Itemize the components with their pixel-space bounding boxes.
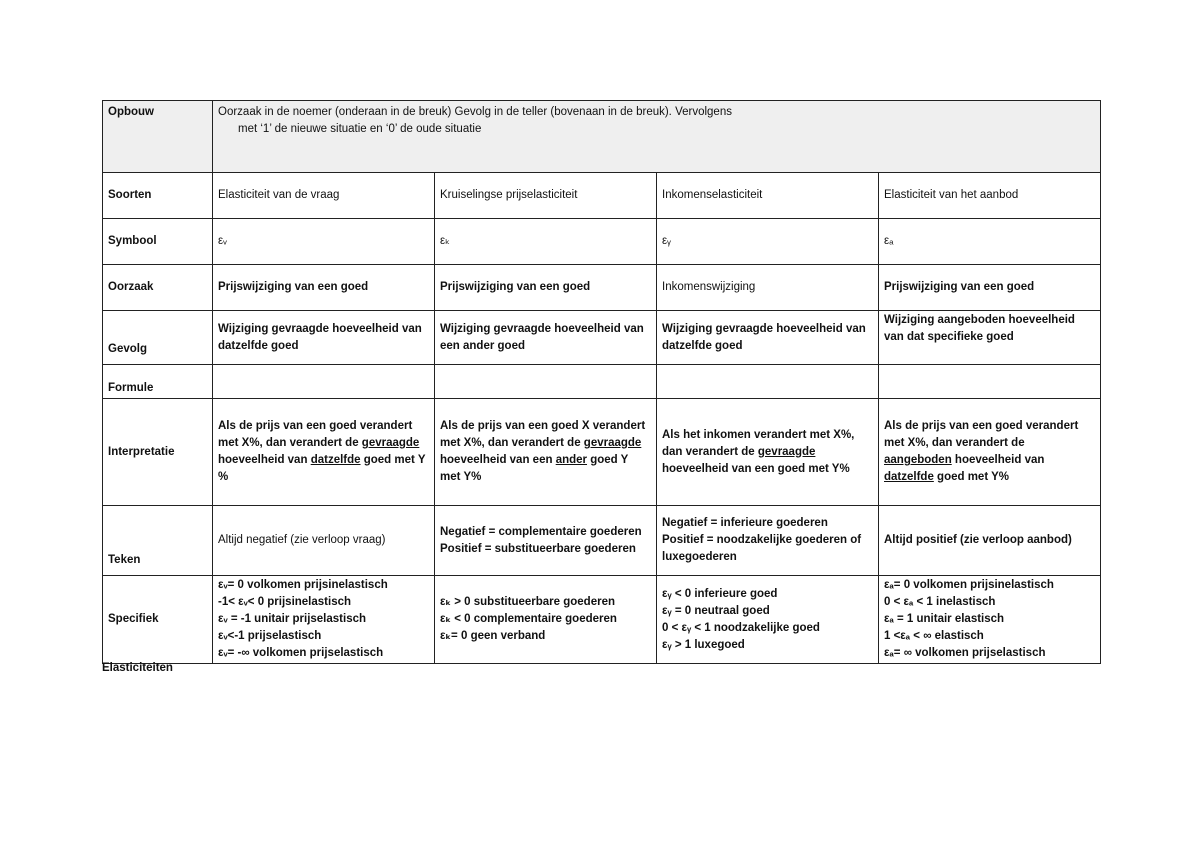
- gevolg-label: Gevolg: [103, 311, 213, 365]
- opbouw-line-1: Oorzaak in de noemer (onderaan in de breuk) Gevolg in de teller (bovenaan in de breuk). Vervolgens: [218, 106, 732, 118]
- interp-vraag-b: hoeveelheid van: [218, 454, 311, 466]
- interp-aanbod-b: hoeveelheid van: [951, 454, 1045, 466]
- interpretatie-label: Interpretatie: [103, 399, 213, 506]
- interp-vraag-u2: datzelfde: [310, 454, 361, 466]
- spec-aanbod-4: εₐ= ∞ volkomen prijselastisch: [884, 647, 1046, 659]
- oorzaak-kruis: Prijswijziging van een goed: [435, 265, 657, 311]
- formule-aanbod: [879, 365, 1101, 399]
- interp-vraag-u1: gevraagde: [361, 437, 420, 449]
- spec-kruis-0: εₖ > 0 substitueerbare goederen: [440, 596, 615, 608]
- opbouw-label: Opbouw: [103, 101, 213, 173]
- spec-kruis-1: εₖ < 0 complementaire goederen: [440, 613, 617, 625]
- symbool-aanbod: εₐ: [879, 219, 1101, 265]
- symbool-vraag: εᵥ: [213, 219, 435, 265]
- symbool-kruis: εₖ: [435, 219, 657, 265]
- spec-aanbod-2: εₐ = 1 unitair elastisch: [884, 613, 1005, 625]
- formule-inkomen: [657, 365, 879, 399]
- spec-inkomen-3: εᵧ > 1 luxegoed: [662, 638, 745, 651]
- row-soorten: [103, 173, 1101, 219]
- soorten-vraag: Elasticiteit van de vraag: [213, 173, 435, 219]
- table-caption: Elasticiteiten: [102, 662, 173, 674]
- oorzaak-vraag: Prijswijziging van een goed: [213, 265, 435, 311]
- formule-kruis: [435, 365, 657, 399]
- spec-inkomen-2: 0 < εᵧ < 1 noodzakelijke goed: [662, 621, 820, 634]
- interp-inkomen-u1: gevraagde: [757, 445, 816, 458]
- soorten-aanbod: Elasticiteit van het aanbod: [879, 173, 1101, 219]
- interp-aanbod-u2: datzelfde: [884, 471, 934, 483]
- opbouw-text: [213, 101, 1101, 173]
- spec-vraag-2: εᵥ = -1 unitair prijselastisch: [218, 613, 367, 625]
- teken-inkomen-line-1: Negatief = inferieure goederen: [662, 517, 828, 529]
- spec-aanbod-1: 0 < εₐ < 1 inelastisch: [884, 596, 996, 608]
- spec-vraag-0: εᵥ= 0 volkomen prijsinelastisch: [218, 579, 388, 591]
- interp-aanbod-a: Als de prijs van een goed verandert met X%, dan verandert de: [884, 420, 1079, 449]
- teken-vraag: Altijd negatief (zie verloop vraag): [213, 506, 435, 576]
- gevolg-aanbod: Wijziging aangeboden hoeveelheid van dat specifieke goed: [879, 311, 1101, 365]
- spec-vraag-3: εᵥ<-1 prijselastisch: [218, 630, 322, 642]
- gevolg-inkomen: Wijziging gevraagde hoeveelheid van datzelfde goed: [657, 311, 879, 365]
- interpretatie-aanbod: [879, 399, 1101, 506]
- formule-vraag: [213, 365, 435, 399]
- interp-kruis-u1: gevraagde: [583, 437, 642, 449]
- specifiek-kruis: [435, 576, 657, 664]
- oorzaak-label: Oorzaak: [103, 265, 213, 311]
- row-oorzaak: [103, 265, 1101, 311]
- soorten-label: Soorten: [103, 173, 213, 219]
- teken-label: Teken: [103, 506, 213, 576]
- row-symbool: [103, 219, 1101, 265]
- row-interpretatie: [103, 399, 1101, 506]
- interp-kruis-u2: ander: [555, 454, 588, 466]
- specifiek-aanbod: [879, 576, 1101, 664]
- interpretatie-inkomen: [657, 399, 879, 506]
- interp-aanbod-u1: aangeboden: [884, 454, 952, 466]
- spec-vraag-1: -1< εᵥ< 0 prijsinelastisch: [218, 596, 352, 608]
- teken-aanbod: Altijd positief (zie verloop aanbod): [879, 506, 1101, 576]
- symbool-label: Symbool: [103, 219, 213, 265]
- opbouw-line-2: met ‘1’ de nieuwe situatie en ‘0’ de oude situatie: [238, 123, 482, 135]
- spec-inkomen-1: εᵧ = 0 neutraal goed: [662, 604, 770, 617]
- elasticity-table: [102, 100, 1101, 664]
- spec-aanbod-0: εₐ= 0 volkomen prijsinelastisch: [884, 579, 1054, 591]
- soorten-inkomen: Inkomenselasticiteit: [657, 173, 879, 219]
- row-teken: [103, 506, 1101, 576]
- teken-kruis-line-1: Negatief = complementaire goederen: [440, 525, 642, 538]
- spec-aanbod-3: 1 <εₐ < ∞ elastisch: [884, 630, 984, 642]
- oorzaak-aanbod: Prijswijziging van een goed: [879, 265, 1101, 311]
- spec-kruis-2: εₖ= 0 geen verband: [440, 630, 546, 642]
- oorzaak-inkomen: Inkomenswijziging: [657, 265, 879, 311]
- interp-vraag-c: goed met Y %: [218, 454, 426, 483]
- interp-aanbod-c: goed met Y%: [933, 471, 1010, 483]
- interp-vraag-a: Als de prijs van een goed verandert met X%, dan verandert de: [218, 420, 413, 449]
- interp-inkomen-a: Als het inkomen verandert met X%, dan verandert de: [662, 428, 855, 458]
- teken-kruis-line-2: Positief = substitueerbare goederen: [440, 542, 636, 555]
- specifiek-label: Specifiek: [103, 576, 213, 664]
- interp-kruis-c: goed Y met Y%: [440, 454, 629, 483]
- row-gevolg: [103, 311, 1101, 365]
- row-opbouw: [103, 101, 1101, 173]
- symbool-inkomen: εᵧ: [657, 219, 879, 265]
- teken-kruis: [435, 506, 657, 576]
- teken-inkomen: [657, 506, 879, 576]
- soorten-kruis: Kruiselingse prijselasticiteit: [435, 173, 657, 219]
- interpretatie-vraag: [213, 399, 435, 506]
- interp-kruis-b: hoeveelheid van een: [440, 454, 556, 466]
- teken-inkomen-line-2: Positief = noodzakelijke goederen of luxegoederen: [662, 534, 862, 563]
- gevolg-kruis: Wijziging gevraagde hoeveelheid van een ander goed: [435, 311, 657, 365]
- spec-inkomen-0: εᵧ < 0 inferieure goed: [662, 587, 778, 600]
- row-formule: [103, 365, 1101, 399]
- spec-vraag-4: εᵥ= -∞ volkomen prijselastisch: [218, 647, 384, 659]
- formule-label: Formule: [103, 365, 213, 399]
- interp-inkomen-b: hoeveelheid van een goed met Y%: [662, 462, 850, 475]
- interp-kruis-a: Als de prijs van een goed X verandert met X%, dan verandert de: [440, 420, 646, 449]
- gevolg-vraag: Wijziging gevraagde hoeveelheid van datzelfde goed: [213, 311, 435, 365]
- specifiek-inkomen: [657, 576, 879, 664]
- interpretatie-kruis: [435, 399, 657, 506]
- specifiek-vraag: [213, 576, 435, 664]
- row-specifiek: [103, 576, 1101, 664]
